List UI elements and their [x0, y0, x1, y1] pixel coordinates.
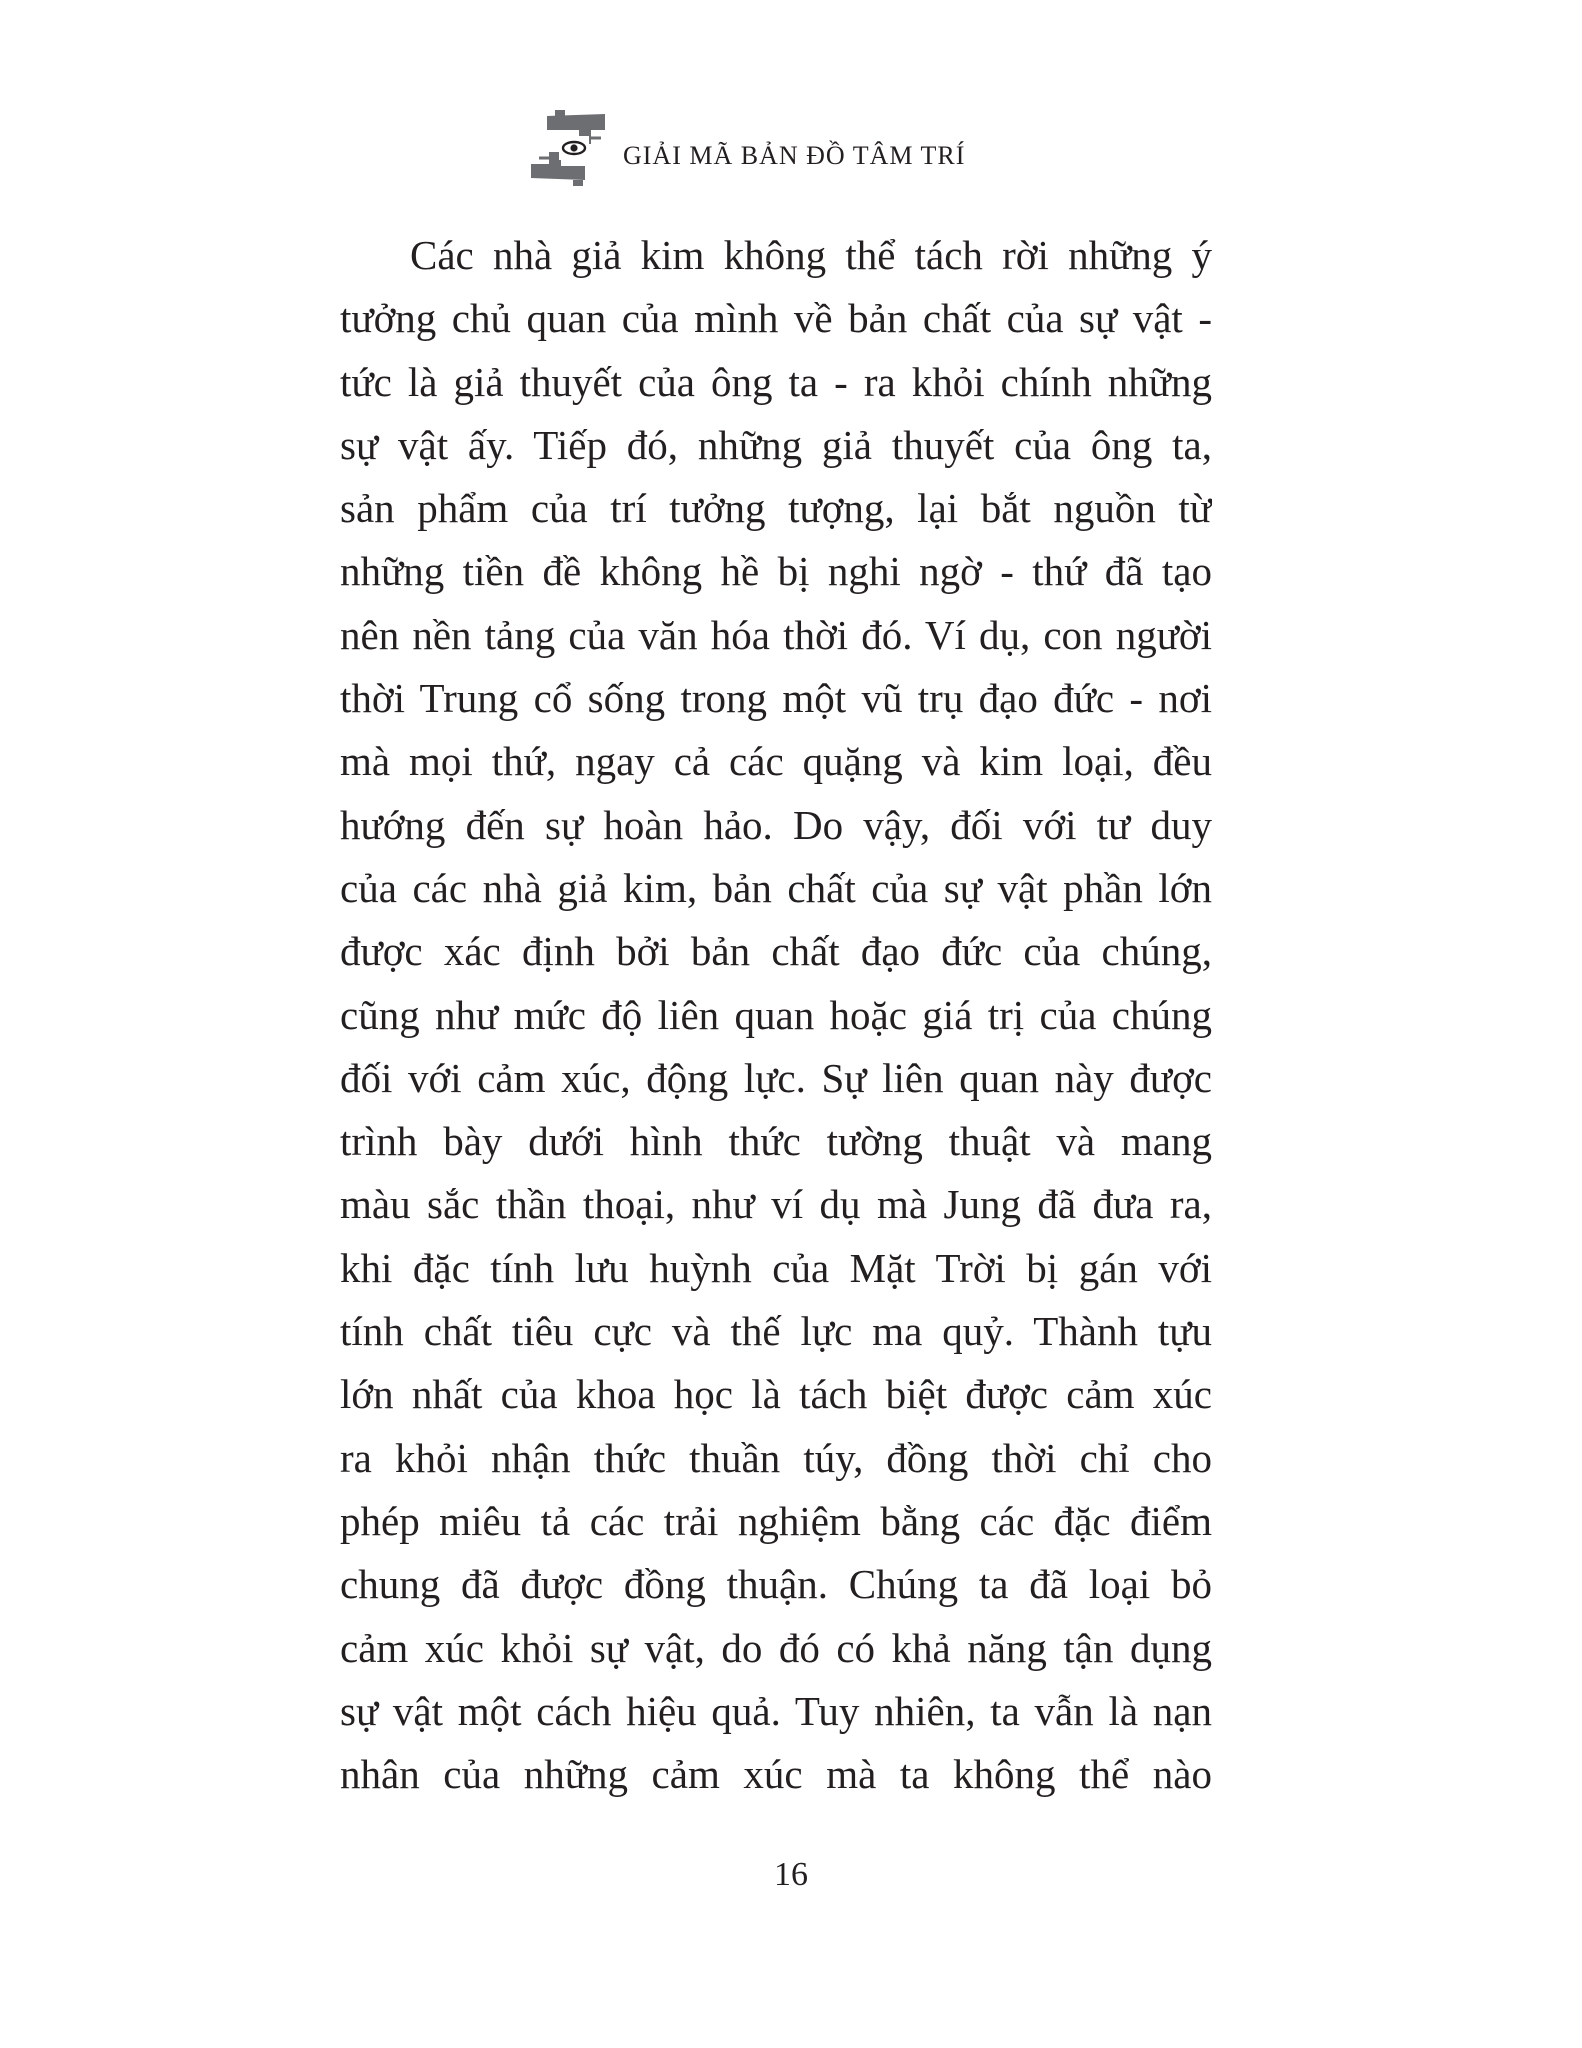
text-line: nên nền tảng của văn hóa thời đó. Ví dụ, con người [340, 611, 1212, 658]
page-number: 16 [774, 1856, 808, 1893]
text-line: màu sắc thần thoại, như ví dụ mà Jung đã đưa ra, [340, 1181, 1212, 1228]
text-line: hướng đến sự hoàn hảo. Do vậy, đối với tư duy [340, 801, 1212, 848]
text-line: cảm xúc khỏi sự vật, do đó có khả năng tận dụng [340, 1624, 1212, 1671]
text-line: sản phẩm của trí tưởng tượng, lại bắt nguồn từ [340, 485, 1212, 532]
text-line: tưởng chủ quan của mình về bản chất của sự vật - [340, 295, 1212, 342]
text-line: lớn nhất của khoa học là tách biệt được cảm xúc [340, 1371, 1212, 1418]
text-line: cũng như mức độ liên quan hoặc giá trị của chúng [340, 991, 1212, 1038]
text-line: những tiền đề không hề bị nghi ngờ - thứ đã tạo [340, 548, 1212, 595]
text-line: sự vật ấy. Tiếp đó, những giả thuyết của ông ta, [340, 421, 1212, 468]
running-header [525, 106, 965, 192]
text-line: chung đã được đồng thuận. Chúng ta đã loại bỏ [340, 1561, 1212, 1608]
text-line: của các nhà giả kim, bản chất của sự vật phần lớn [340, 864, 1212, 911]
text-line: phép miêu tả các trải nghiệm bằng các đặc điểm [340, 1497, 1212, 1544]
body-paragraph [340, 224, 1212, 1806]
text-line: được xác định bởi bản chất đạo đức của chúng, [340, 928, 1212, 975]
text-line: trình bày dưới hình thức tường thuật và mang [340, 1118, 1212, 1165]
text-line: nhân của những cảm xúc mà ta không thể nào [340, 1751, 1212, 1798]
text-line: tính chất tiêu cực và thế lực ma quỷ. Thành tựu [340, 1308, 1212, 1355]
text-line: Các nhà giả kim không thể tách rời những ý [410, 232, 1212, 278]
text-line: thời Trung cổ sống trong một vũ trụ đạo đức - nơi [340, 675, 1212, 722]
running-title: GIẢI MÃ BẢN ĐỒ TÂM TRÍ [623, 141, 966, 170]
hands-framing-eye-icon [525, 106, 615, 192]
text-line: tức là giả thuyết của ông ta - ra khỏi chính những [340, 358, 1212, 405]
text-line: đối với cảm xúc, động lực. Sự liên quan này được [340, 1054, 1212, 1101]
text-line: sự vật một cách hiệu quả. Tuy nhiên, ta vẫn là nạn [340, 1687, 1212, 1734]
text-line: mà mọi thứ, ngay cả các quặng và kim loại, đều [340, 738, 1212, 785]
text-line: ra khỏi nhận thức thuần túy, đồng thời chỉ cho [340, 1434, 1212, 1481]
text-line: khi đặc tính lưu huỳnh của Mặt Trời bị gán với [340, 1244, 1212, 1291]
